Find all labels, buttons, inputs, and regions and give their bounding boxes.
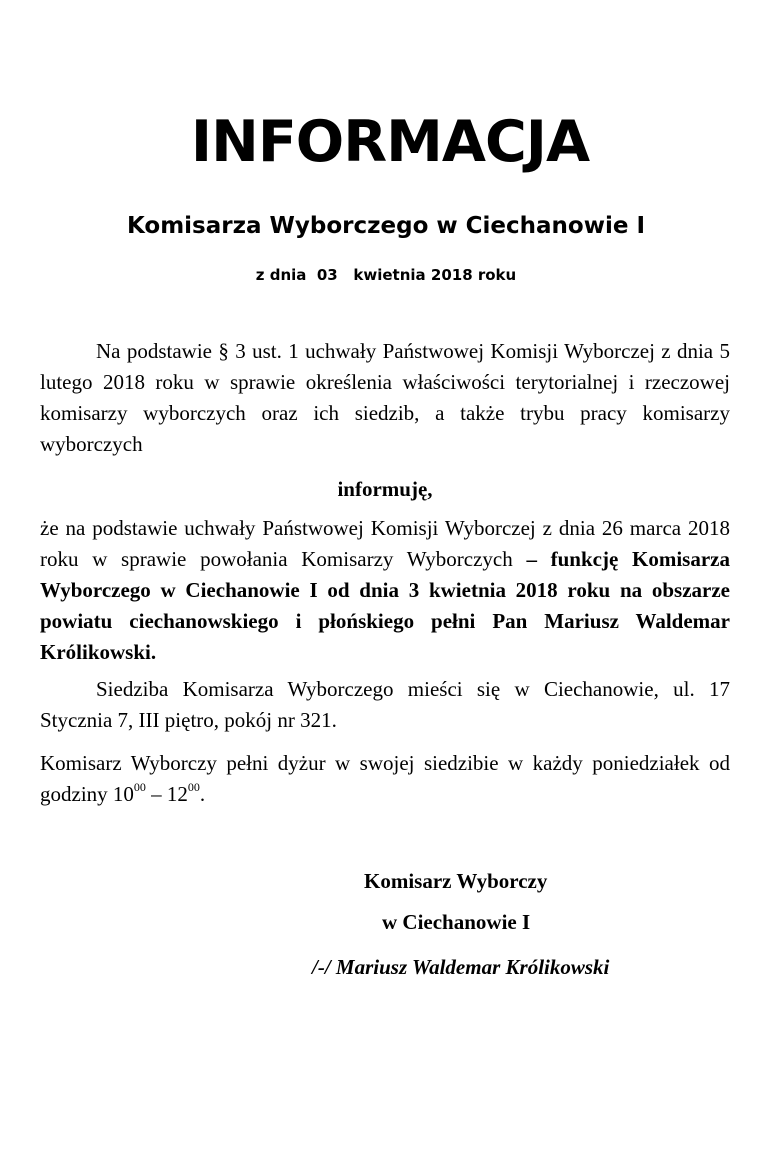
signature-location: w Ciechanowie I xyxy=(382,910,531,934)
signature-name: /-/ Mariusz Waldemar Królikowski xyxy=(312,955,610,979)
appointment-bold-text: – funkcję Komisarza Wyborczego w Ciechanowie I od dnia 3 kwietnia 2018 roku na obszarze powiatu ciechanowskiego i płońskiego pełni Pan Mariusz Waldemar Królikowski. xyxy=(40,547,730,664)
hours-end: 12 xyxy=(166,782,188,806)
hours-end-minutes: 00 xyxy=(187,780,200,794)
appointment-text: że na podstawie uchwały Państwowej Komisji Wyborczej z dnia 26 marca 2018 roku w sprawie powołania Komisarzy Wyborczych xyxy=(40,516,730,571)
document-title: INFORMACJA xyxy=(190,109,590,175)
paragraph-duty-hours xyxy=(40,748,730,810)
paragraph-legal-basis: Na podstawie § 3 ust. 1 uchwały Państwowej Komisji Wyborczej z dnia 5 lutego 2018 roku w sprawie określenia właściwości terytorialnej i rzeczowej komisarzy wyborczych oraz ich siedzib, a także trybu pracy komisarzy wyborczych xyxy=(40,339,730,456)
paragraph-appointment xyxy=(40,513,730,668)
signature-title: Komisarz Wyborczy xyxy=(364,869,548,893)
duty-hours-end: . xyxy=(199,782,206,806)
hours-start: 10 xyxy=(112,782,134,806)
hours-separator: – xyxy=(145,782,167,806)
hours-start-minutes: 00 xyxy=(133,780,146,794)
inform-heading: informuję, xyxy=(337,477,433,501)
document-date: z dnia 03 kwietnia 2018 roku xyxy=(255,266,517,284)
document-subtitle: Komisarza Wyborczego w Ciechanowie I xyxy=(126,213,646,239)
paragraph-office-address: Siedziba Komisarza Wyborczego mieści się w Ciechanowie, ul. 17 Stycznia 7, III piętro, pokój nr 321. xyxy=(40,677,730,732)
duty-hours-text: Komisarz Wyborczy pełni dyżur w swojej siedzibie w każdy poniedziałek od godziny xyxy=(40,751,730,806)
